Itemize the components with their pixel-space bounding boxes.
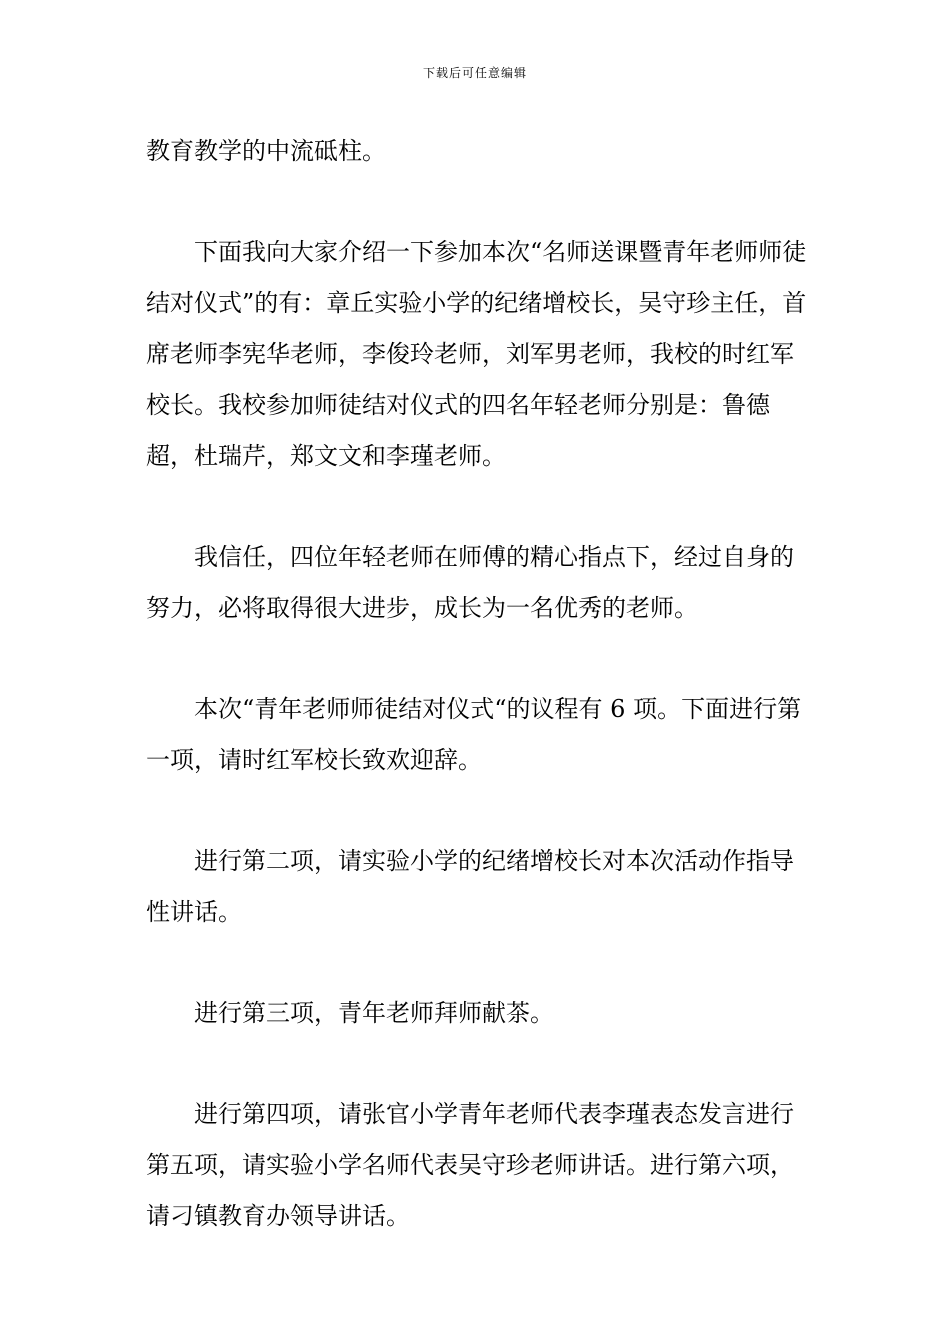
paragraph-2: 下面我向大家介绍一下参加本次“名师送课暨青年老师师徒结对仪式”的有：章丘实验小学的纪绪增校长，吴守珍主任，首席老师李宪华老师，李俊玲老师，刘军男老师，我校的时红军校长。我校参加师徒结对仪式的四名年轻老师分别是：鲁德超，杜瑞芹，郑文文和李瑾老师。 [146,238,807,470]
paragraph-7: 进行第四项，请张官小学青年老师代表李瑾表态发言进行第五项，请实验小学名师代表吴守珍老师讲话。进行第六项，请刁镇教育办领导讲话。 [146,1100,794,1230]
paragraph-5: 进行第二项，请实验小学的纪绪增校长对本次活动作指导性讲话。 [146,847,794,926]
paragraph-gap [146,177,810,227]
paragraph-gap [146,1039,810,1089]
paragraph-6: 进行第三项，青年老师拜师献茶。 [194,999,554,1027]
paragraph-gap [146,482,810,532]
document-body [146,126,810,1242]
paragraph-4: 本次“青年老师师徒结对仪式“的议程有 6 项。下面进行第一项，请时红军校长致欢迎辞。 [146,695,802,774]
paragraph-gap [146,634,810,684]
paragraph-gap [146,786,810,836]
paragraph-3: 我信任，四位年轻老师在师傅的精心指点下，经过自身的努力，必将取得很大进步，成长为一名优秀的老师。 [146,543,794,622]
paragraph-gap [146,938,810,988]
paragraph-1: 教育教学的中流砥柱。 [146,137,386,165]
page-header: 下载后可任意编辑 [422,66,527,80]
